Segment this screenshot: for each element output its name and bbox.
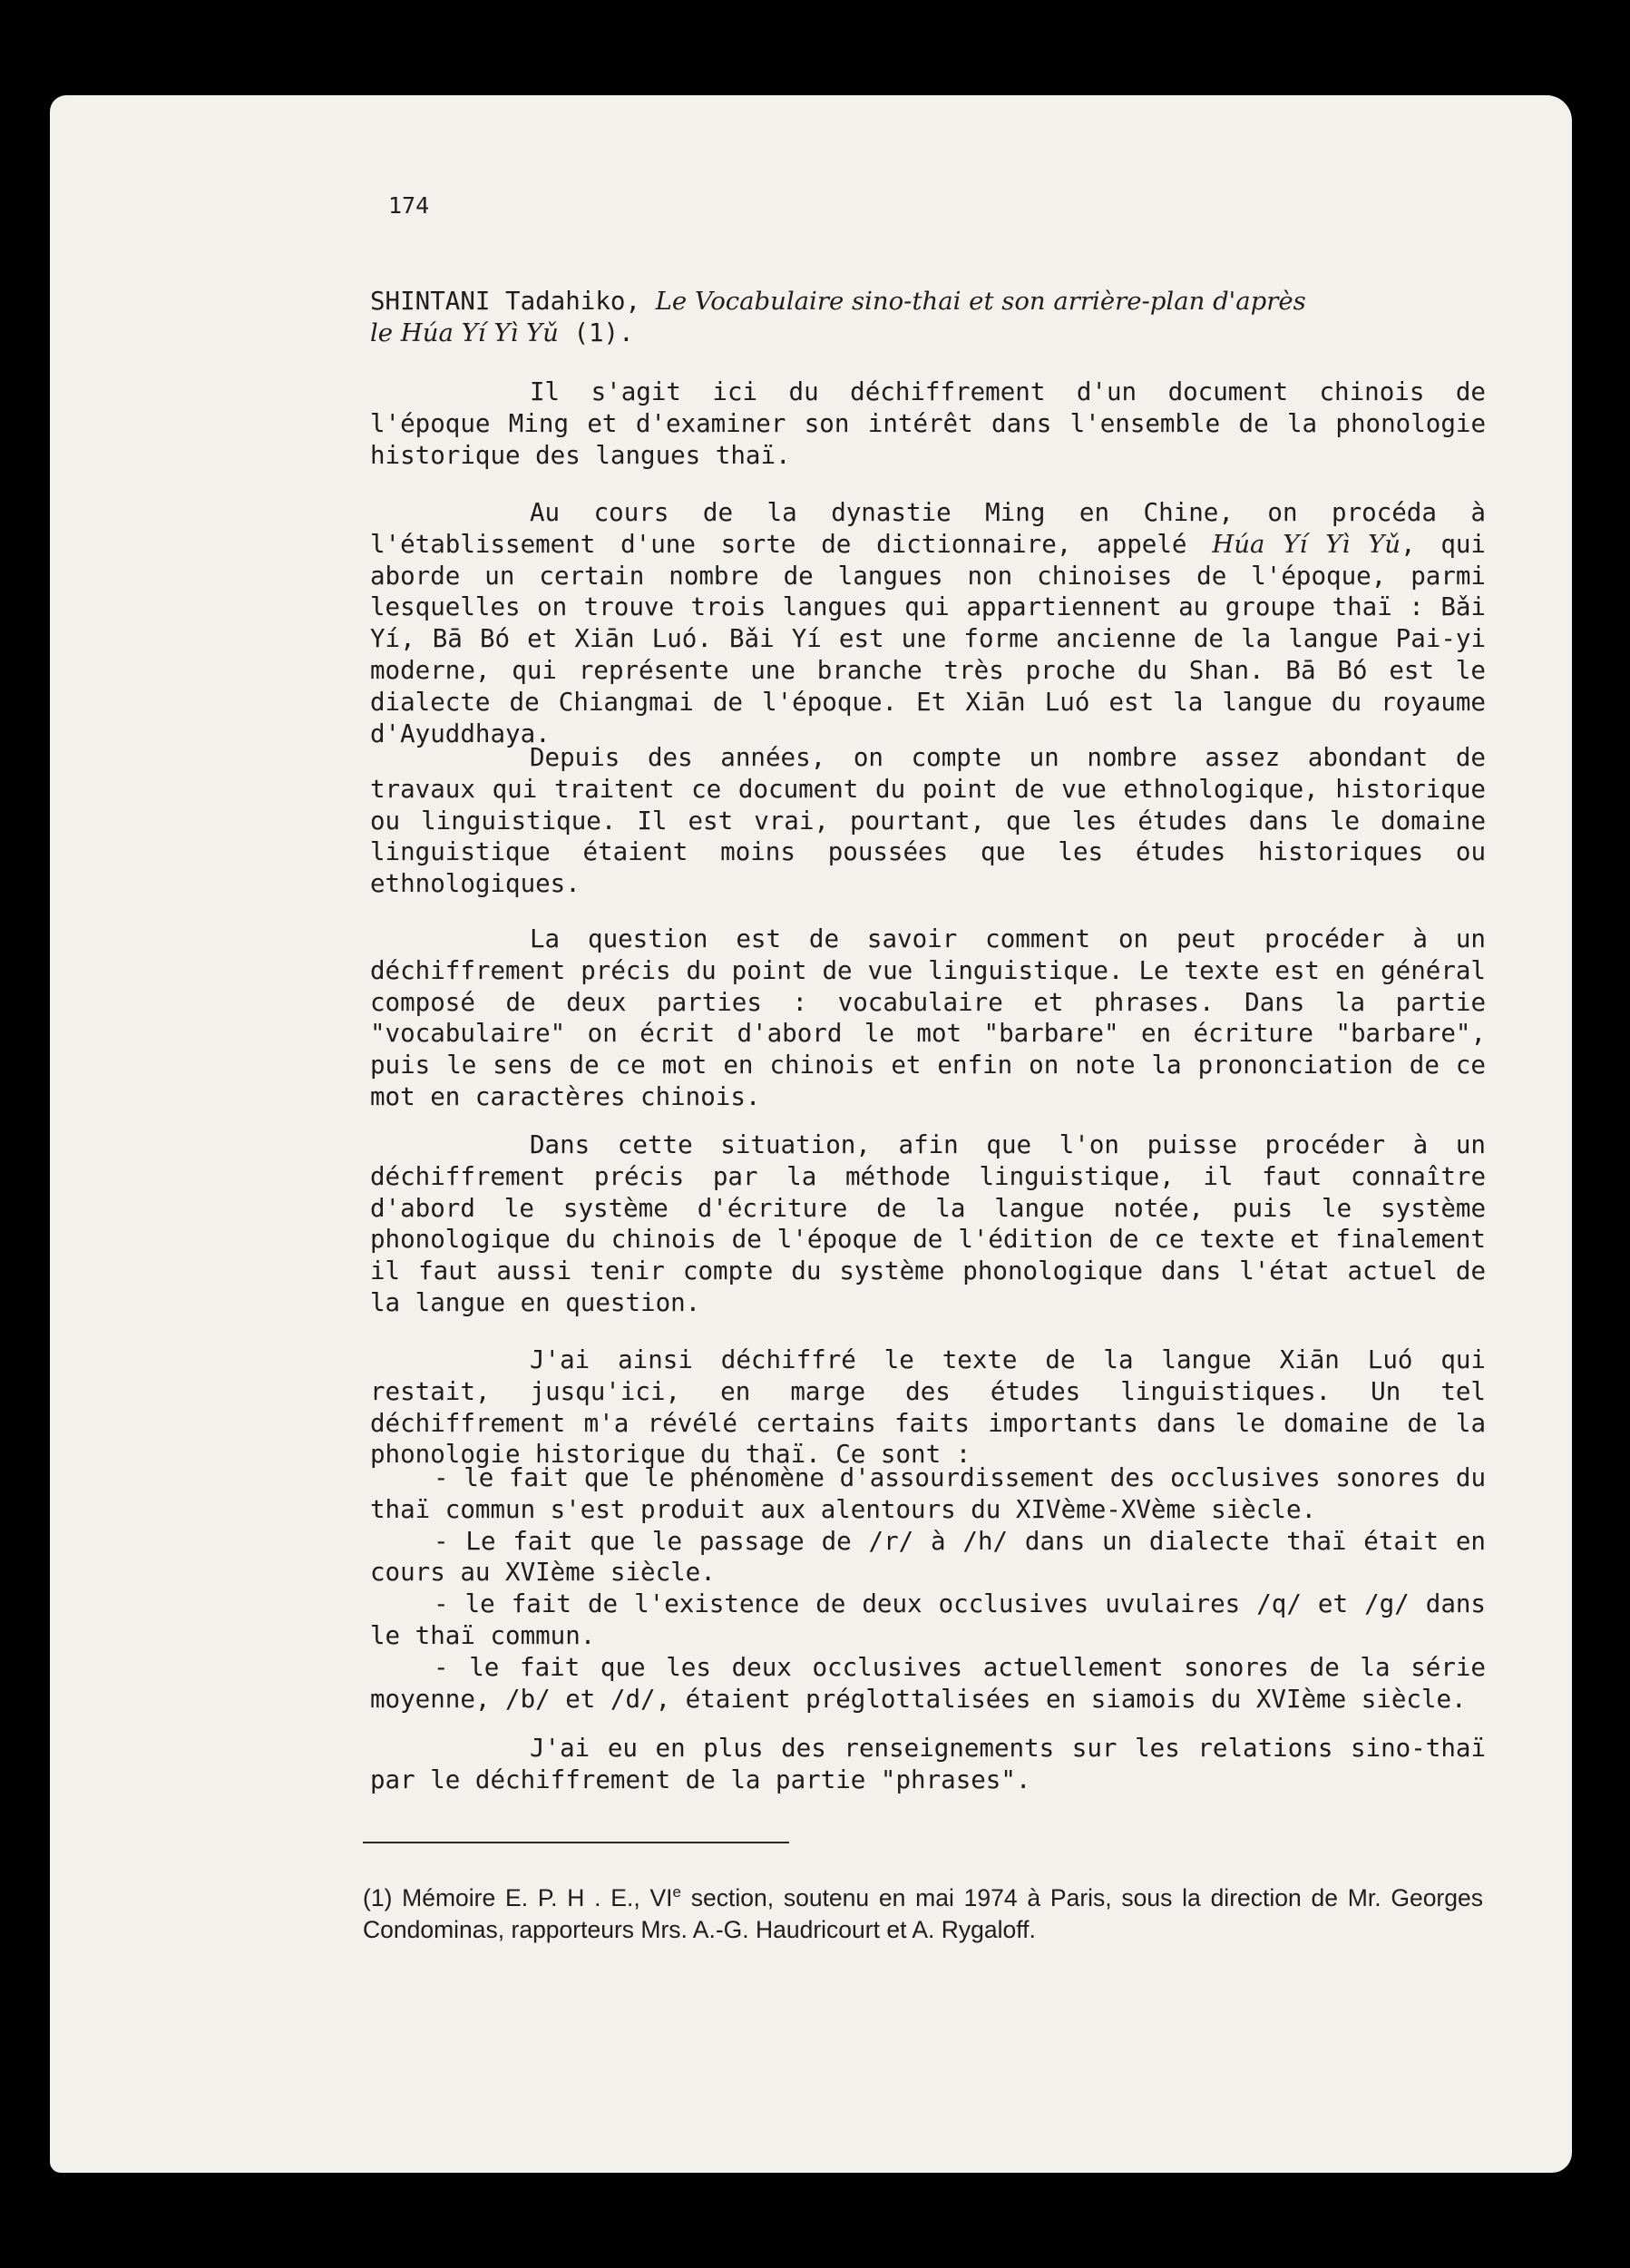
entry-heading <box>370 286 1486 349</box>
paragraph-7-text: J'ai eu en plus des renseignements sur les relations sino-thaï par le déchiffrement de la partie "phrases". <box>370 1734 1486 1794</box>
paragraph-5 <box>370 1129 1486 1319</box>
paragraph-7 <box>370 1733 1486 1796</box>
paragraph-2 <box>370 497 1486 749</box>
paragraph-4 <box>370 924 1486 1113</box>
footnote-superscript: e <box>672 1883 681 1901</box>
paragraph-2-part-b: , qui aborde un certain nombre de langues non chinoises de l'époque, parmi lesquelles on trouve trois langues qui appartiennent au groupe thaï : Bǎi Yí, Bā Bó et Xiān Luó. Bǎi Yí est une forme ancienne de la langue Pai-yi moderne, qui représente une branche très proche du Shan. Bā Bó est le dialecte de Chiangmai de l'époque. Et Xiān Luó est la langue du royaume d'Ayuddhaya. <box>370 529 1486 748</box>
dictionary-title: Húa Yí Yì Yǔ <box>1212 529 1401 559</box>
list-item: - Le fait que le passage de /r/ à /h/ dans un dialecte thaï était en cours au XVIème siècle. <box>370 1526 1486 1588</box>
list-item: - le fait que les deux occlusives actuellement sonores de la série moyenne, /b/ et /d/, étaient préglottalisées en siamois du XVIème siècle. <box>370 1652 1486 1714</box>
author-name: SHINTANI Tadahiko, <box>370 287 656 316</box>
findings-list <box>370 1462 1486 1715</box>
page-number: 174 <box>388 192 430 219</box>
footnote-ref: (1). <box>558 318 634 347</box>
paragraph-1 <box>370 376 1486 471</box>
paragraph-6-text: J'ai ainsi déchiffré le texte de la langue Xiān Luó qui restait, jusqu'ici, en marge des études linguistiques. Un tel déchiffrement m'a révélé certains faits importants dans le domaine de la phonologie historique du thaï. Ce sont : <box>370 1345 1486 1470</box>
list-item: - le fait de l'existence de deux occlusives uvulaires /q/ et /g/ dans le thaï commun. <box>370 1589 1486 1650</box>
thesis-title-line2: le Húa Yí Yì Yǔ <box>370 318 559 347</box>
list-item: - le fait que le phénomène d'assourdissement des occlusives sonores du thaï commun s'est produit aux alentours du XIVème-XVème siècle. <box>370 1463 1486 1524</box>
paragraph-3-text: Depuis des années, on compte un nombre assez abondant de travaux qui traitent ce document du point de vue ethnologique, historique ou linguistique. Il est vrai, pourtant, que les études dans le domaine linguistique étaient moins poussées que les études historiques ou ethnologiques. <box>370 743 1486 899</box>
paragraph-1-text: Il s'agit ici du déchiffrement d'un document chinois de l'époque Ming et d'examiner son intérêt dans l'ensemble de la phonologie historique des langues thaï. <box>370 377 1486 470</box>
footnote-text-a: (1) Mémoire E. P. H . E., VI <box>363 1883 673 1911</box>
paragraph-4-text: La question est de savoir comment on peut procéder à un déchiffrement précis du point de vue linguistique. Le texte est en général composé de deux parties : vocabulaire et phrases. Dans la partie "vocabulaire" on écrit d'abord le mot "barbare" en écriture "barbare", puis le sens de ce mot en chinois et enfin on note la prononciation de ce mot en caractères chinois. <box>370 924 1486 1111</box>
paragraph-2-part-a: Au cours de la dynastie Ming en Chine, on procéda à l'établissement d'une sorte de dictionnaire, appelé <box>370 498 1486 559</box>
paragraph-5-text: Dans cette situation, afin que l'on puisse procéder à un déchiffrement précis par la méthode linguistique, il faut connaître d'abord le système d'écriture de la langue notée, puis le système phonologique du chinois de l'époque de l'édition de ce texte et finalement il faut aussi tenir compte du système phonologique dans l'état actuel de la langue en question. <box>370 1130 1486 1317</box>
footnote-divider <box>363 1842 789 1843</box>
paragraph-6 <box>370 1344 1486 1471</box>
footnote <box>363 1876 1483 1946</box>
footnote-text-b: section, soutenu en mai 1974 à Paris, sous la direction de Mr. Georges Condominas, rapporteurs Mrs. A.-G. Haudricourt et A. Rygaloff. <box>363 1883 1483 1943</box>
paragraph-3 <box>370 742 1486 900</box>
paragraph-2-text <box>370 497 1486 749</box>
thesis-title-line1: Le Vocabulaire sino-thai et son arrière-plan d'après <box>655 287 1306 316</box>
